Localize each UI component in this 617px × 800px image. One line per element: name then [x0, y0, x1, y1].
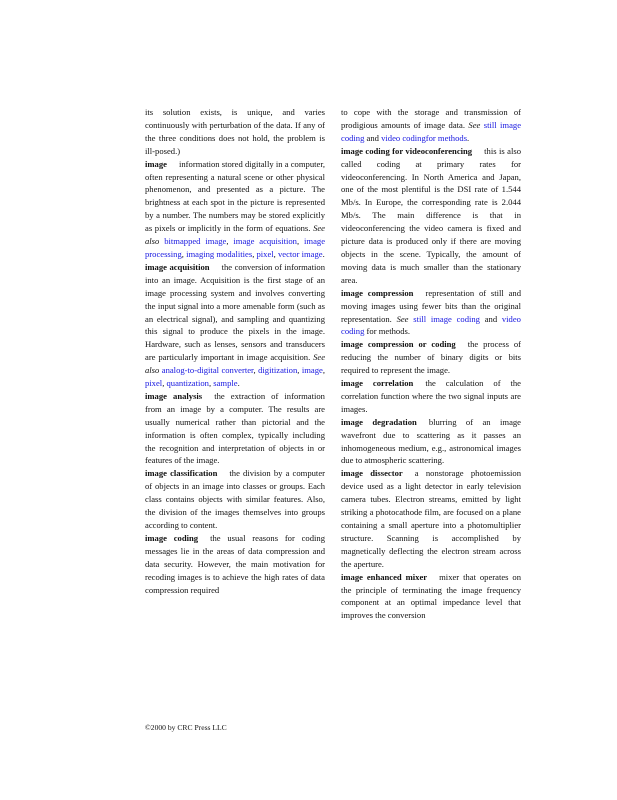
- xref-link[interactable]: imaging modalities: [186, 248, 253, 259]
- entry-definition: mixer that operates on the principle of terminating the image frequency component at an optimal impedance level that improves the conversion: [341, 571, 521, 621]
- entry-image-enhanced-mixer: [341, 571, 521, 623]
- entry-image-correlation: [341, 377, 521, 416]
- entry-definition: the process of reducing the number of binary digits or bits required to represent the image.: [341, 339, 521, 376]
- xref-link[interactable]: image: [301, 365, 323, 376]
- entry-definition: blurring of an image wavefront due to scattering as it passes an inhomogeneous medium, e.g., astronomical images due to atmospheric scattering.: [341, 416, 521, 466]
- entry-image-dissector: [341, 467, 521, 570]
- xref-link[interactable]: vector image: [277, 248, 323, 259]
- entry-image-analysis: [145, 390, 325, 467]
- entry-image-classification: [145, 467, 325, 532]
- entry-definition: this is also called coding at primary rates for videoconferencing. In North America and Japan, one of the most plentiful is the DSI rate of 1.544 Mb/s. In Europe, the corresponding rate is 2.044 Mb/s. The main difference is that in videoconferencing the video camera is fixed and picture data is produced only if there are moving objects in the scene. Typically, the amount of moving data is much smaller than the stationary area.: [341, 145, 521, 285]
- entry-definition: a nonstorage photoemission device used as a light detector in early television camera tubes. Electron streams, emitted by light striking a photocathode film, are focused on a plane containing a small aperture into a photomultiplier structure. Scanning is accomplished by magnetically deflecting the electron stream across the aperture.: [341, 468, 522, 569]
- left-column: [145, 106, 325, 596]
- continuation-text: [341, 106, 521, 145]
- entry-definition: the conversion of information into an image. Acquisition is the first stage of an image processing system and involves converting the input signal into a more amenable form (such as an electrical signal), and sampling and quantizing this signal to produce the pixels in the image. Hardware, such as lenses, sensors and transducers are particularly important in image acquisition.: [145, 261, 325, 363]
- entry-term: image classification: [145, 468, 218, 479]
- continuation-text: its solution exists, is unique, and varies continuously with perturbation of the data. If any of the three conditions does not hold, the problem is ill-posed.): [145, 107, 325, 156]
- entry-term: image enhanced mixer: [341, 571, 428, 582]
- entry-definition: the division by a computer of objects in an image into classes or groups. Each class contains objects with similar features. Also, the division of the images themselves into groups according to content.: [145, 468, 325, 530]
- xref-link[interactable]: image acquisition: [233, 236, 297, 247]
- entry-term: image degradation: [341, 416, 417, 427]
- entry-image-compression-or-coding: [341, 338, 521, 377]
- xref-link[interactable]: digitization: [258, 365, 298, 376]
- entry-image-acquisition: image acquisition the conversion of information into an image. Acquisition is the first stage of an image processing system and involves converting the input signal into a more amenable form (such as an electrical signal), and sampling and quantizing this signal to produce the pixels in the image. Hardware, such as lenses, sensors and transducers are particularly important in image acquisition. See also analog-to-digital converter, digitization, image, pixel, quantization, sample.: [145, 261, 326, 389]
- entry-term: image coding for videoconferencing: [341, 145, 473, 156]
- see-label: See: [396, 313, 409, 324]
- entry-definition: the extraction of information from an image by a computer. The results are usually numerical rather than pictorial and the information is often complex, typically including the recognition and interpretation of objects in or features of the image.: [145, 390, 325, 466]
- entry-definition: representation of still and moving images using fewer bits than the original representation.: [341, 287, 521, 324]
- see-also-label: See also: [145, 352, 326, 376]
- entry-term: image: [145, 158, 167, 169]
- sentence-end: for methods.: [366, 326, 410, 337]
- entry-term: image dissector: [341, 468, 403, 479]
- xref-link[interactable]: image processing: [145, 236, 326, 259]
- entry-definition: the usual reasons for coding messages lie in the areas of data compression and data security. However, the main motivation for recoding images is to achieve the high rates of data compression required: [145, 532, 325, 595]
- entry-image-degradation: [341, 416, 521, 468]
- xref-link[interactable]: sample: [213, 378, 238, 389]
- entry-term: image correlation: [341, 378, 414, 389]
- sentence-end: .: [467, 132, 470, 143]
- xref-link[interactable]: pixel: [145, 378, 163, 389]
- xref-link[interactable]: pixel: [256, 248, 274, 259]
- entry-term: image compression: [341, 287, 414, 298]
- entry-image: image information stored digitally in a computer, often representing a natural scene or other physical phenomenon, and presented as a picture. The brightness at each spot in the picture is represented by a number. The numbers may be stored explicitly as pixels or implicitly in the form of equations. See also bitmapped image, image acquisition, image processing, imaging modalities, pixel, vector image.: [145, 158, 326, 259]
- xref-link[interactable]: still image coding: [341, 119, 522, 143]
- see-label: See: [468, 119, 481, 130]
- right-column: [341, 106, 521, 622]
- conjunction: and: [484, 313, 498, 324]
- entry-term: image analysis: [145, 390, 203, 401]
- entry-definition: information stored digitally in a computer, often representing a natural scene or other physical phenomenon, and presented as a picture. The brightness at each spot in the picture is represented by a number. The numbers may be stored explicitly as pixels or implicitly in the form of equations.: [145, 158, 325, 234]
- entry-definition: the calculation of the correlation function where the two signal inputs are images.: [341, 378, 521, 414]
- xref-link[interactable]: video codingfor methods: [381, 132, 468, 143]
- xref-link[interactable]: quantization: [166, 378, 209, 389]
- xref-link[interactable]: still image coding: [413, 313, 480, 324]
- continuation-body: to cope with the storage and transmission of prodigious amounts of image data.: [341, 107, 521, 130]
- entry-image-compression: [341, 287, 521, 339]
- entry-image-coding: [145, 532, 325, 597]
- entry-term: image compression or coding: [341, 339, 456, 350]
- xref-link[interactable]: bitmapped image: [164, 236, 227, 247]
- entry-term: image coding: [145, 532, 199, 543]
- copyright-footer: ©2000 by CRC Press LLC: [145, 723, 227, 732]
- entry-term: image acquisition: [145, 261, 210, 272]
- conjunction: and: [366, 132, 379, 143]
- see-also-label: See also: [145, 223, 325, 247]
- xref-link[interactable]: video coding: [341, 313, 521, 337]
- xref-link[interactable]: analog-to-digital converter: [161, 365, 254, 376]
- entry-image-coding-for-videoconferencing: [341, 145, 521, 287]
